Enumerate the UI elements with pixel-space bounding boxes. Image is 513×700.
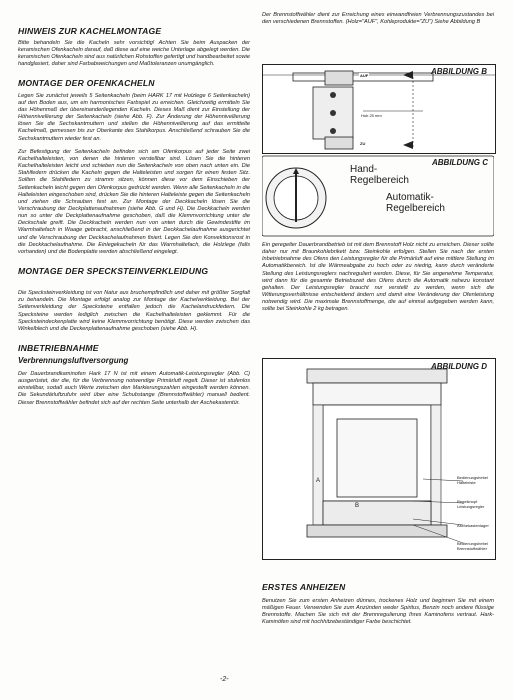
figure-c-label: ABBILDUNG C [432,158,488,167]
paragraph-brennstoffwaehler: Der Brennstoffwähler dient zur Erreichung eines einwandfreien Verbrennungszustandes bei den verschiedenen Brennstoffen. (Holz="AUF", Kohleprodukte="ZU") Siehe Abbildung B [262,12,494,26]
figure-b-zu: ZU [360,141,366,146]
figure-c-hand-regelbereich [350,164,409,186]
heading-kachelmontage-hinweis: HINWEIS ZUR KACHELMONTAGE [18,26,162,36]
figure-c-line4: Regelbereich [386,203,445,214]
figure-c-line2: Regelbereich [350,175,409,186]
paragraph-befestigung: Zur Befestigung der Seitenkacheln befinden sich am Ofenkorpus auf jeder Seite zwei Kachelhalteleisten, von denen die hinteren verstellbar sind. Lösen Sie die hinteren Kachelhalteleisten leicht und schieben nun die Seitenkacheln von oben nach unten ein. Die Stahlfedern drücken die Kacheln gegen die Halteleisten und sorgen für einen festen Sitz. Sollten die Stahlfedern zu stramm sitzen, können diese vor dem Einschieben der Seitenkacheln leicht gegen den Ofenkorpus gedrückt werden. Wenn alle Seitenkacheln in die Halteleisten eingeschoben sind, drücken Sie die hinteren Halteleiste gegen die Seitenkacheln und ziehen die Schrauben fest an. Zur Montage der Deckkacheln lösen Sie die Verschraubung der Deckplattenaufnahmen (siehe Abb. G und H). Die Deckkacheln werden nun so unter die Deckplattenaufnahme geschoben, daß die Klemmvorrichtung unter die Deckschale greift. Die Deckkacheln werden nun von unten durch die Gewindestifte im Warmhaltefach in Waage gebracht, anschließend in der Deckkachelaufnahme ausgerichtet und die Verschraubung der Deckkachelaufnahmen fixiert. Legen Sie den Konvektionsrost in die Deckkachelaufnahme. Die Einlegekacheln für das Warmhaltefach, die Holzlege (falls vorhanden) und die Bodenplatte werden abschließend eingelegt. [18,148,250,255]
figure-d-drawing [263,359,495,559]
right-column-middle [262,242,494,314]
figure-c [262,154,494,238]
figure-b-hub: Hub 25 mm [361,113,382,118]
paragraph-dauerbrand: Ein geregelter Dauerbrandbetrieb ist mit dem Brennstoff Holz nicht zu erreichen. Dieser sollte daher nur mit Braunkohlebrikett bzw. Steinkohle erfolgen. Stellen Sie nach der ersten Inbetriebnahme des Ofens den Leistungsregler für die Primärluft auf eine mittlere Stellung im Automatikbereich. Ist die Wärmeabgabe zu hoch oder zu niedrig, kann durch veränderte Stellung des Leistungsreglers nachreguliert werden. Diese, für Sie angenehme Temperatur, wird dann für die gesamte Betriebszeit des Ofens durch die Automatik nahezu konstant gehalten. Der Leistungsregler braucht nur verstellt zu werden, wenn sich die Witterungsverhältnisse entscheidend ändern und damit eine Veränderung der Ofenleistung notwendig wird. Die maximale Brennstoffmenge, die auf einmal aufgegeben werden kann, sollte bei Steinkohle 2 kg betragen. [262,242,494,313]
page-number: -2- [220,676,229,683]
figure-d-label: ABBILDUNG D [431,362,487,371]
figure-b-auf: AUF [360,73,369,78]
figure-d [262,358,496,560]
figure-d-label-brennstoffwaehler: Bedienungshebel Brennstoffwähler [457,541,488,551]
paragraph-kachel-hinweis: Bitte behandeln Sie die Kacheln sehr vorsichtig! Achten Sie beim Auspacken der keramischen Ofenkacheln darauf, daß diese auf eine weiche Unterlage abgelegt werden. Die keramischen Ofenkacheln sind aus natürlichen Rohstoffen gefertigt und handbearbeitet sowie handglasiert, daher sind Farbabweichungen und Maßtoleranzen unumgänglich. [18,40,250,68]
paragraph-anheizen: Benutzen Sie zum ersten Anheizen dünnes, trockenes Holz und beginnen Sie mit einem mäßigen Feuer. Verwenden Sie zum Anzünden weder Spiritus, Benzin noch andere flüssige Brennstoffe. Machen Sie sich mit der Brennregulierung Ihres Kaminofens vertraut. Hark-Kaminöfen sind mit hochhitzebeständiger Farbe beschichtet. [262,598,494,626]
paragraph-verbrennungsluft: Der Dauerbrandkaminofen Hark 17 N ist mit einem Automatik-Leistungsregler (Abb. C) ausgerüstet, der die, für die Verbrennung notwendige Primärluft regelt. Dieser ist stufenlos einstellbar, sodaß auch Werte zwischen den Markierungszahlen eingestellt werden können. Die Sekundärluftzufuhr wird über eine Schubstange (Brennstoffwähler) manuell bedient. Dieser Brennstoffwähler befindet sich auf der rechten Seite unterhalb der Aschekastentür. [18,371,250,406]
left-column [18,26,250,407]
figure-b-label: ABBILDUNG B [431,67,487,76]
figure-c-line3: Automatik- [386,192,434,203]
figure-b-drawing [263,65,495,153]
figure-d-label-leistungsregler: Regelknopf Leistungsregler [457,499,485,509]
heading-montage-specksteinverkleidung: MONTAGE DER SPECKSTEINVERKLEIDUNG [18,266,209,277]
figure-c-line1: Hand- [350,164,378,175]
heading-erstes-anheizen: ERSTES ANHEIZEN [262,582,346,592]
figure-c-automatik-regelbereich [386,192,445,214]
heading-verbrennungsluftversorgung: Verbrennungsluftversorgung [18,356,129,365]
paragraph-seitenkacheln: Legen Sie zunächst jeweils 5 Seitenkacheln (beim HARK 17 mit Holzlege 6 Seitenkacheln) auf den Boden aus, um ein harmonisches Farbspiel zu erreichen. Gleichzeitig ermitteln Sie das Höhenmaß der übereinanderliegenden Kacheln. Dieses Maß dient zur Einstellung der Höhennivellierung der Seitenkacheln (siehe Abb. F). Zur Änderung der Höhennivellierung lösen Sie die Sechskantmuttern und stellen die Höhennivellierung auf das ermittelte Kachelmaß, gemessen bis zur Oberkante des Stahlkorpus. Anschließend schrauben Sie die Sechskantmuttern wieder fest an. [18,92,250,142]
right-column-bottom [262,582,494,627]
figure-b [262,64,496,154]
figure-d-marker-b: B [355,503,360,509]
right-column [262,12,494,26]
heading-montage-ofenkacheln: MONTAGE DER OFENKACHELN [18,77,155,88]
figure-d-label-aschekastenlager: Aschekastenlager [457,523,489,528]
paragraph-speckstein: Die Specksteinverkleidung ist von Natur aus bruchempfindlich und daher mit größter Sorgfalt zu behandeln. Die Montage erfolgt analog zur Montage der Kachelverkleidung. Bei der Seitenverkleidung der Specksteine entfallen jedoch die Kachelandruckfedern. Die Specksteine werden lediglich zwischen die Kachelhalteleisten geklemmt. Für die Specksteindeckenplatte wird keine Klemmvorrichtung benötigt. Diese werden zwischen das Winkelblech und die Deckenplattenaufnahme geschoben (siehe Abb. H). [18,290,250,332]
heading-inbetriebnahme: INBETRIEBNAHME [18,343,99,353]
figure-d-label-halteleiste: Bedienungshebel Halteleiste [457,475,488,485]
figure-d-marker-a: A [316,478,321,484]
